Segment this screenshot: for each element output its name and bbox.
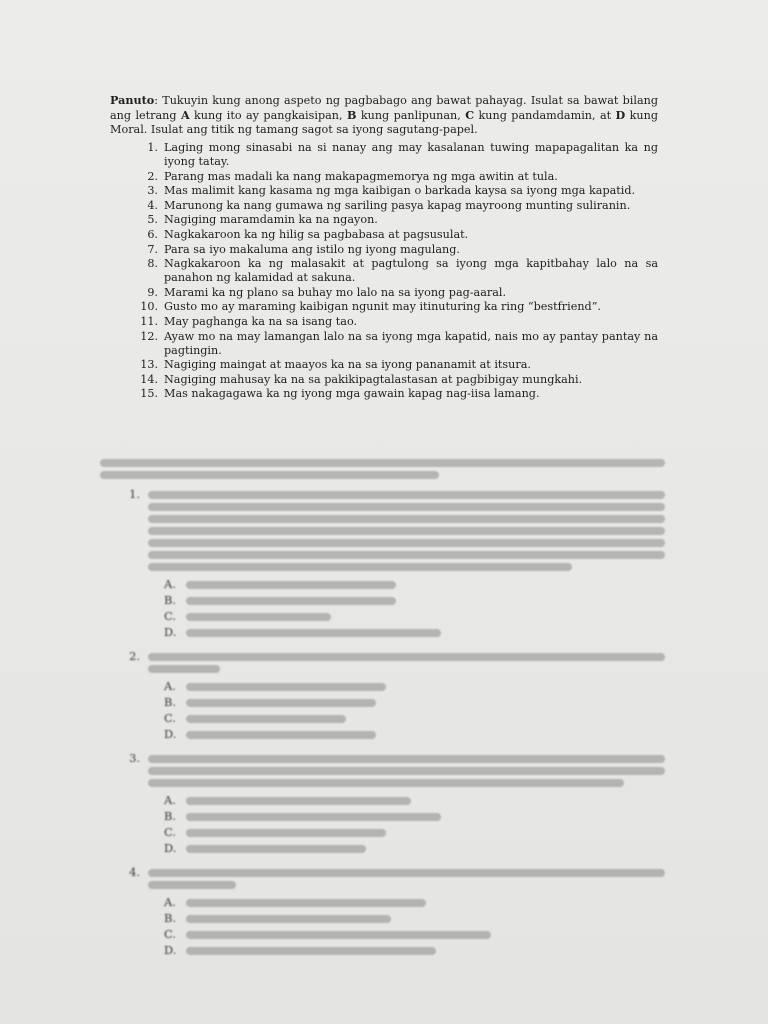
question-3	[100, 751, 665, 857]
choice-letter: C.	[164, 927, 176, 941]
item-text: Nagiging maingat at maayos ka na sa iyong pananamit at itsura.	[164, 358, 531, 372]
choice-d	[164, 943, 665, 959]
choice-b	[164, 593, 665, 609]
item-text: Nagkakaroon ka ng malasakit at pagtulong sa iyong mga kapitbahay lalo na sa panahon ng kalamidad at sakuna.	[164, 257, 658, 285]
instructions-text: : Tukuyin kung anong aspeto ng pagbabago ang bawat pahayag. Isulat sa bawat bilang ang letrang	[110, 94, 658, 122]
list-item	[110, 213, 658, 227]
part-two	[100, 455, 665, 959]
list-item	[110, 286, 658, 300]
question-number: 3.	[129, 751, 140, 765]
item-text: Nagiging mahusay ka na sa pakikipagtalastasan at pagbibigay mungkahi.	[164, 372, 583, 386]
item-text: Laging mong sinasabi na si nanay ang may kasalanan tuwing mapapagalitan ka ng iyong tatay.	[164, 141, 658, 168]
letter-c: C	[465, 108, 475, 122]
question-number: 4.	[129, 865, 140, 879]
choice-letter: A.	[164, 577, 176, 591]
question-number: 2.	[129, 649, 140, 663]
choice-letter: A.	[164, 895, 176, 909]
choice-a	[164, 679, 665, 695]
instructions-text: kung panlipunan,	[356, 109, 466, 122]
item-number: 9.	[147, 285, 158, 299]
question-text	[148, 487, 665, 575]
choice-letter: B.	[164, 593, 176, 607]
item-number: 14.	[140, 372, 158, 386]
choice-letter: B.	[164, 809, 176, 823]
item-text: May paghanga ka na sa isang tao.	[164, 314, 358, 328]
question-text	[148, 649, 665, 677]
choice-letter: C.	[164, 609, 176, 623]
item-text: Ayaw mo na may lamangan lalo na sa iyong mga kapatid, nais mo ay pantay pantay na pagtingin.	[164, 329, 658, 357]
choice-b	[164, 695, 665, 711]
list-item	[110, 141, 658, 169]
list-item	[110, 257, 658, 285]
item-number: 11.	[140, 314, 158, 328]
item-number: 12.	[140, 329, 158, 343]
choice-letter: C.	[164, 711, 176, 725]
choice-letter: B.	[164, 695, 176, 709]
choice-letter: D.	[164, 841, 177, 855]
item-text: Mas malimit kang kasama ng mga kaibigan o barkada kaysa sa iyong mga kapatid.	[164, 184, 636, 198]
choice-c	[164, 609, 665, 625]
list-item	[110, 170, 658, 184]
choice-b	[164, 911, 665, 927]
choice-letter: B.	[164, 911, 176, 925]
item-text: Nagiging maramdamin ka na ngayon.	[164, 213, 378, 227]
question-row	[100, 487, 665, 575]
item-number: 4.	[147, 198, 158, 212]
question-number: 1.	[129, 487, 140, 501]
item-number: 13.	[140, 358, 158, 372]
item-number: 5.	[147, 213, 158, 227]
item-number: 6.	[147, 227, 158, 241]
item-number: 8.	[147, 257, 158, 271]
item-text: Marami ka ng plano sa buhay mo lalo na sa iyong pag-aaral.	[164, 285, 507, 299]
choice-a	[164, 577, 665, 593]
item-text: Marunong ka nang gumawa ng sariling pasya kapag mayroong munting suliranin.	[164, 198, 631, 212]
item-number: 2.	[147, 169, 158, 183]
choice-letter: D.	[164, 727, 177, 741]
part-one	[110, 93, 658, 402]
list-item	[110, 315, 658, 329]
list-item	[110, 228, 658, 242]
letter-d: D	[615, 108, 626, 122]
choice-c	[164, 711, 665, 727]
instructions-text: kung ito ay pangkaisipan,	[189, 109, 347, 122]
letter-b: B	[346, 108, 357, 122]
item-number: 1.	[147, 141, 158, 154]
item-number: 3.	[147, 184, 158, 198]
choice-letter: A.	[164, 793, 176, 807]
choice-c	[164, 927, 665, 943]
list-item	[110, 300, 658, 314]
list-item	[110, 358, 658, 372]
instructions-text: kung pandamdamin, at	[474, 109, 616, 122]
item-number: 7.	[147, 242, 158, 256]
choice-a	[164, 895, 665, 911]
question-text	[148, 865, 665, 893]
list-item	[110, 330, 658, 358]
choice-c	[164, 825, 665, 841]
question-1	[100, 487, 665, 641]
letter-a: A	[180, 108, 190, 122]
instructions-text: kung Moral. Isulat ang titik ng tamang sagot sa iyong sagutang-papel.	[110, 109, 658, 136]
question-text	[148, 751, 665, 791]
part-one-instructions	[110, 93, 658, 137]
question-row	[100, 649, 665, 677]
choice-a	[164, 793, 665, 809]
choice-letter: C.	[164, 825, 176, 839]
choice-d	[164, 625, 665, 641]
choice-b	[164, 809, 665, 825]
list-item	[110, 184, 658, 198]
statement-list	[110, 141, 658, 401]
choice-letter: D.	[164, 625, 177, 639]
question-row	[100, 751, 665, 791]
item-text: Nagkakaroon ka ng hilig sa pagbabasa at pagsusulat.	[164, 227, 469, 241]
item-number: 10.	[140, 300, 158, 314]
list-item	[110, 243, 658, 257]
item-number: 15.	[140, 387, 158, 401]
instructions-label: Panuto	[110, 93, 155, 107]
item-text: Gusto mo ay maraming kaibigan ngunit may itinuturing ka ring “bestfriend”.	[164, 300, 601, 314]
list-item	[110, 199, 658, 213]
list-item	[110, 373, 658, 387]
part-two-instructions	[100, 459, 665, 479]
question-row	[100, 865, 665, 893]
item-text: Mas nakagagawa ka ng iyong mga gawain kapag nag-iisa lamang.	[164, 387, 540, 401]
choice-d	[164, 727, 665, 743]
question-4	[100, 865, 665, 959]
list-item	[110, 387, 658, 401]
choice-letter: D.	[164, 943, 177, 957]
choice-d	[164, 841, 665, 857]
item-text: Para sa iyo makaluma ang istilo ng iyong magulang.	[164, 242, 460, 256]
choice-letter: A.	[164, 679, 176, 693]
question-2	[100, 649, 665, 743]
item-text: Parang mas madali ka nang makapagmemorya ng mga awitin at tula.	[164, 169, 558, 183]
